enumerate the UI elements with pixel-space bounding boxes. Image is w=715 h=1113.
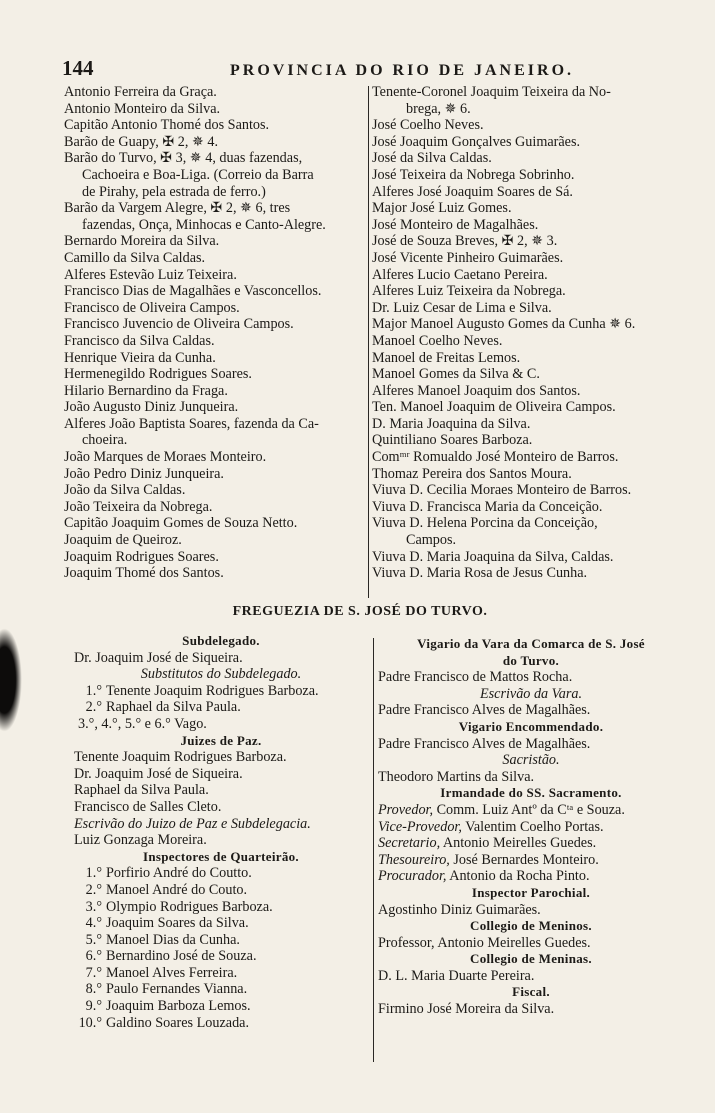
person-name: Bernardino José de Souza.: [106, 948, 257, 965]
list-item: [74, 699, 368, 716]
ordinal-label: 2.°: [85, 699, 102, 716]
list-item: Henrique Vieira da Cunha.: [64, 349, 216, 366]
list-item: fazendas, Onça, Minhocas e Canto-Alegre.: [82, 216, 326, 233]
list-item: Hilario Bernardino da Fraga.: [64, 382, 228, 399]
person-name: Olympio Rodrigues Barboza.: [106, 898, 273, 915]
list-item: [74, 948, 368, 965]
list-item: [74, 981, 368, 998]
list-item: [74, 683, 368, 700]
list-item: de Pirahy, pela estrada de ferro.): [82, 183, 266, 200]
person-name: 3.°, 4.°, 5.° e 6.° Vago.: [78, 715, 207, 732]
person-name: Manoel André do Couto.: [106, 881, 248, 898]
list-item: Campos.: [406, 532, 457, 549]
escrivao-vara-name: Padre Francisco Alves de Magalhães.: [378, 702, 591, 719]
list-item: João Marques de Moraes Monteiro.: [64, 449, 267, 466]
list-item: Manoel de Freitas Lemos.: [372, 349, 521, 366]
list-item: Barão de Guapy, ✠ 2, ✵ 4.: [64, 133, 219, 150]
person-name: Manoel Alves Ferreira.: [106, 964, 238, 981]
person-name: José Bernardes Monteiro.: [449, 851, 599, 868]
list-item: João da Silva Caldas.: [64, 482, 186, 499]
ordinal-label: 4.°: [85, 915, 102, 932]
list-item: Raphael da Silva Paula.: [74, 782, 209, 799]
list-item: [74, 932, 368, 949]
fiscal-name: Firmino José Moreira da Silva.: [378, 1001, 555, 1018]
list-item: José Vicente Pinheiro Guimarães.: [372, 249, 564, 266]
page-number: 144: [62, 56, 94, 80]
list-item: [74, 899, 368, 916]
list-item: Francisco Juvencio de Oliveira Campos.: [64, 316, 294, 333]
list-item: Antonio Ferreira da Graça.: [64, 84, 217, 100]
list-item: [378, 819, 684, 836]
list-item: Alferes Estevão Luiz Teixeira.: [64, 266, 237, 283]
list-item: Comᵐʳ Romualdo José Monteiro de Barros.: [372, 449, 619, 466]
person-name: Manoel Dias da Cunha.: [106, 931, 240, 948]
role-label: Procurador,: [378, 868, 447, 885]
list-item: José Teixeira da Nobrega Sobrinho.: [372, 166, 575, 183]
list-item: Major Manoel Augusto Gomes da Cunha ✵ 6.: [372, 316, 636, 333]
subdelegado-name: Dr. Joaquim José de Siqueira.: [74, 649, 243, 666]
list-item: Alferes José Joaquim Soares de Sá.: [372, 183, 573, 200]
role-label: Provedor,: [378, 801, 434, 818]
escrivao-name: Luiz Gonzaga Moreira.: [74, 832, 207, 849]
list-item: José de Souza Breves, ✠ 2, ✵ 3.: [372, 233, 558, 250]
left-column-bottom: [74, 633, 368, 1031]
list-item: [378, 835, 684, 852]
ordinal-label: 1.°: [85, 682, 102, 699]
list-item: Barão da Vargem Alegre, ✠ 2, ✵ 6, tres: [64, 200, 291, 217]
list-item: [74, 716, 368, 733]
list-item: [378, 802, 684, 819]
list-item: [74, 865, 368, 882]
list-item: Capitão Joaquim Gomes de Souza Netto.: [64, 515, 298, 532]
list-item: Tenente-Coronel Joaquim Teixeira da No-: [372, 84, 611, 100]
person-name: Antonio Meirelles Guedes.: [440, 835, 597, 852]
list-item: Thomaz Pereira dos Santos Moura.: [372, 465, 572, 482]
substitutos-heading: Substitutos do Subdelegado.: [140, 666, 302, 683]
list-item: Joaquim Rodrigues Soares.: [64, 548, 219, 565]
list-item: Cachoeira e Boa-Liga. (Correio da Barra: [82, 166, 314, 183]
list-item: [74, 915, 368, 932]
list-item: Camillo da Silva Caldas.: [64, 249, 206, 266]
list-item: Viuva D. Maria Rosa de Jesus Cunha.: [372, 565, 588, 582]
list-item: João Teixeira da Nobrega.: [64, 498, 213, 515]
list-item: Viuva D. Maria Joaquina da Silva, Caldas.: [372, 548, 614, 565]
ordinal-label: 6.°: [85, 948, 102, 965]
inspectores-list: [74, 865, 368, 1031]
list-item: Dr. Joaquim José de Siqueira.: [74, 765, 243, 782]
substitutos-list: [74, 683, 368, 733]
list-item: Quintiliano Soares Barboza.: [372, 432, 533, 449]
list-item: Alferes Lucio Caetano Pereira.: [372, 266, 548, 283]
role-label: Vice-Provedor,: [378, 818, 462, 835]
section-title: FREGUEZIA DE S. JOSÉ DO TURVO.: [232, 604, 488, 619]
irmandade-list: [378, 802, 684, 885]
person-name: Valentim Coelho Portas.: [461, 818, 604, 835]
list-item: Francisco da Silva Caldas.: [64, 332, 215, 349]
list-item: Viuva D. Cecilia Moraes Monteiro de Barros.: [372, 482, 632, 499]
left-column-top: [64, 84, 366, 582]
list-item: [378, 868, 684, 885]
person-name: Galdino Soares Louzada.: [106, 1014, 250, 1031]
list-item: Francisco Dias de Magalhães e Vasconcellos.: [64, 283, 322, 300]
list-item: José Monteiro de Magalhães.: [372, 216, 539, 233]
list-item: Barão do Turvo, ✠ 3, ✵ 4, duas fazendas,: [64, 150, 303, 167]
list-item: Alferes João Baptista Soares, fazenda da Ca-: [64, 415, 319, 432]
sacristao-name: Theodoro Martins da Silva.: [378, 768, 535, 785]
list-item: José Joaquim Gonçalves Guimarães.: [372, 133, 581, 150]
list-item: [74, 998, 368, 1015]
person-name: Tenente Joaquim Rodrigues Barboza.: [106, 682, 319, 699]
person-name: Joaquim Barboza Lemos.: [106, 998, 251, 1015]
right-column-bottom: [378, 636, 684, 1018]
ordinal-label: 5.°: [85, 931, 102, 948]
vigario-enc-name: Padre Francisco Alves de Magalhães.: [378, 735, 591, 752]
sacristao-heading: Sacristão.: [502, 752, 560, 769]
list-item: Joaquim Thomé dos Santos.: [64, 565, 224, 582]
person-name: Joaquim Soares da Silva.: [106, 915, 249, 932]
page-title: PROVINCIA DO RIO DE JANEIRO.: [229, 62, 575, 79]
juizes-heading: Juizes de Paz.: [180, 732, 262, 748]
irmandade-heading: Irmandade do SS. Sacramento.: [440, 785, 622, 801]
collegio-meninas-name: D. L. Maria Duarte Pereira.: [378, 967, 535, 984]
ordinal-label: 2.°: [85, 881, 102, 898]
list-item: [74, 965, 368, 982]
vigario-vara-name: Padre Francisco de Mattos Rocha.: [378, 669, 573, 686]
list-item: Bernardo Moreira da Silva.: [64, 233, 220, 250]
inspector-heading: Inspector Parochial.: [471, 884, 591, 900]
collegio-meninas-heading: Collegio de Meninas.: [470, 951, 592, 967]
list-item: Manoel Coelho Neves.: [372, 332, 503, 349]
escrivao-heading: Escrivão do Juizo de Paz e Subdelegacia.: [74, 815, 311, 832]
person-name: Antonio da Rocha Pinto.: [446, 868, 590, 885]
collegio-meninos-heading: Collegio de Meninos.: [470, 918, 592, 934]
list-item: Viuva D. Helena Porcina da Conceição,: [372, 515, 598, 532]
inspectores-heading: Inspectores de Quarteirão.: [143, 848, 299, 864]
ordinal-label: 8.°: [85, 981, 102, 998]
list-item: Joaquim de Queiroz.: [64, 532, 182, 549]
list-item: Alferes Luiz Teixeira da Nobrega.: [372, 283, 566, 300]
column-divider-top: [368, 86, 369, 598]
fiscal-heading: Fiscal.: [512, 984, 550, 1000]
person-name: Raphael da Silva Paula.: [106, 699, 241, 716]
juizes-list: [74, 749, 368, 815]
vigario-vara-heading-2: do Turvo.: [502, 652, 560, 668]
list-item: Alferes Manoel Joaquim dos Santos.: [372, 382, 581, 399]
list-item: José Coelho Neves.: [372, 117, 484, 134]
escrivao-vara-heading: Escrivão da Vara.: [479, 685, 583, 702]
list-item: Major José Luiz Gomes.: [372, 200, 512, 217]
list-item: Capitão Antonio Thomé dos Santos.: [64, 117, 270, 134]
ink-blot: [0, 628, 22, 732]
list-item: João Pedro Diniz Junqueira.: [64, 465, 224, 482]
list-item: [378, 852, 684, 869]
list-item: Francisco de Oliveira Campos.: [64, 299, 240, 316]
list-item: Hermenegildo Rodrigues Soares.: [64, 366, 252, 383]
collegio-meninos-name: Professor, Antonio Meirelles Guedes.: [378, 934, 591, 951]
role-label: Secretario,: [378, 835, 441, 852]
person-name: Paulo Fernandes Vianna.: [106, 981, 248, 998]
ordinal-label: 1.°: [85, 865, 102, 882]
list-item: brega, ✵ 6.: [406, 100, 471, 117]
column-divider-bottom: [373, 638, 374, 1062]
ordinal-label: 3.°: [85, 898, 102, 915]
right-column-top: [372, 84, 684, 582]
list-item: Tenente Joaquim Rodrigues Barboza.: [74, 749, 287, 766]
page-header: [62, 56, 662, 82]
vigario-vara-heading: Vigario da Vara da Comarca de S. José: [417, 636, 645, 651]
list-item: Manoel Gomes da Silva & C.: [372, 366, 540, 383]
ordinal-label: 7.°: [85, 964, 102, 981]
list-item: José da Silva Caldas.: [372, 150, 492, 167]
list-item: Ten. Manoel Joaquim de Oliveira Campos.: [372, 399, 616, 416]
list-item: Dr. Luiz Cesar de Lima e Silva.: [372, 299, 552, 316]
ordinal-label: 10.°: [78, 1014, 102, 1031]
person-name: Porfirio André do Coutto.: [106, 865, 252, 882]
role-label: Thesoureiro,: [378, 851, 450, 868]
list-item: Viuva D. Francisca Maria da Conceição.: [372, 498, 603, 515]
list-item: choeira.: [82, 432, 128, 449]
inspector-name: Agostinho Diniz Guimarães.: [378, 901, 541, 918]
list-item: Antonio Monteiro da Silva.: [64, 100, 221, 117]
list-item: [74, 1015, 368, 1032]
list-item: D. Maria Joaquina da Silva.: [372, 415, 531, 432]
ordinal-label: 9.°: [85, 998, 102, 1015]
list-item: João Augusto Diniz Junqueira.: [64, 399, 239, 416]
list-item: Francisco de Salles Cleto.: [74, 798, 222, 815]
subdelegado-heading: Subdelegado.: [182, 633, 260, 648]
list-item: [74, 882, 368, 899]
vigario-enc-heading: Vigario Encommendado.: [458, 718, 604, 734]
person-name: Comm. Luiz Antº da Cᵗᵃ e Souza.: [433, 801, 625, 818]
